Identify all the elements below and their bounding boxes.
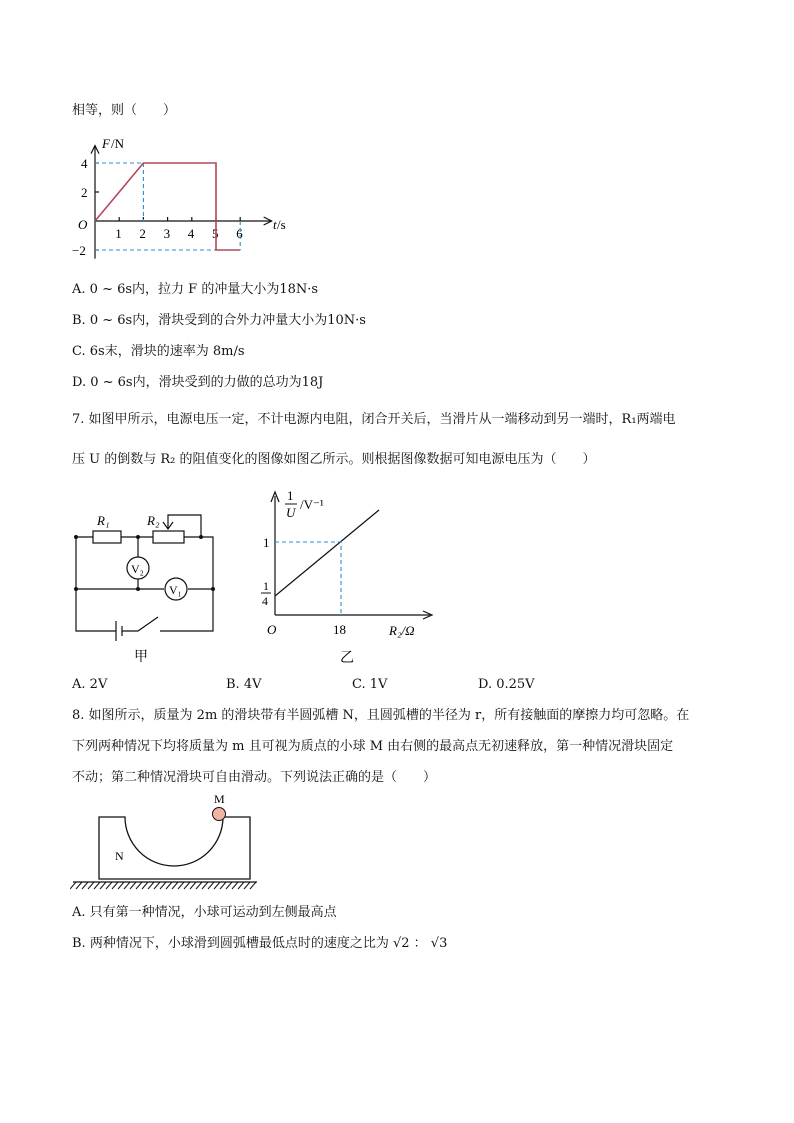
- option-text: 0.25V: [496, 677, 535, 692]
- v1-label: V₁: [169, 583, 182, 597]
- hatch-line: [214, 882, 220, 889]
- x-tick-label: 6: [236, 226, 243, 241]
- origin-label: O: [267, 622, 277, 637]
- x-tick-label: 5: [212, 226, 219, 241]
- hatch-line: [238, 882, 244, 889]
- tick-quarter-numerator: 1: [263, 579, 269, 593]
- hatch-line: [70, 882, 76, 889]
- y-label-unit: /V⁻¹: [300, 497, 324, 512]
- option-letter: B.: [226, 677, 240, 692]
- r2-label: R₂: [147, 513, 160, 528]
- hatch-line: [88, 882, 94, 889]
- battery: [116, 621, 122, 641]
- hatch-line: [196, 882, 202, 889]
- q8-stem-line-3: 不动；第二种情况滑块可自由滑动。下列说法正确的是（ ）: [72, 770, 437, 785]
- x-axis-label-unit: /s: [277, 217, 286, 232]
- q8-stem-line-2: 下列两种情况下均将质量为 m 且可视为质点的小球 M 由右侧的最高点无初速释放，第一种情况滑块固定: [72, 739, 674, 754]
- node-dot: [211, 587, 215, 591]
- y-tick-label: −2: [72, 243, 86, 258]
- v2-label: V₂: [131, 562, 144, 576]
- q6-option-b[interactable]: [72, 312, 366, 330]
- question-6-stem-tail: 相等，则（ ）: [72, 103, 177, 118]
- q8-option-a[interactable]: [72, 904, 337, 922]
- hatch-line: [82, 882, 88, 889]
- x-axis-label: R₂/Ω: [389, 623, 415, 638]
- q6-option-d[interactable]: [72, 374, 323, 392]
- circuit-wire-top: [76, 537, 213, 631]
- q7-stem-line-1: 7. 如图甲所示，电源电压一定，不计电源内电阻，闭合开关后，当滑片从一端移动到另一端时，R₁两端电: [72, 412, 676, 427]
- q7-stem-line-2: 压 U 的倒数与 R₂ 的阻值变化的图像如图乙所示。则根据图像数据可知电源电压为（ ）: [72, 452, 596, 467]
- q7-option-a[interactable]: [72, 676, 107, 694]
- tick-1: 1: [263, 535, 270, 550]
- option-text: 0 ~ 6s内，滑块受到的合外力冲量大小为10N·s: [89, 313, 366, 328]
- hatch-line: [130, 882, 136, 889]
- semicircle-groove-figure: [70, 790, 260, 890]
- y-axis-label-unit: /N: [111, 136, 124, 151]
- block-label: N: [115, 849, 124, 863]
- option-letter: A.: [72, 282, 86, 297]
- y-axis-label-var: F: [102, 136, 110, 151]
- hatch-line: [148, 882, 154, 889]
- node-dot: [74, 587, 78, 591]
- hatch-line: [136, 882, 142, 889]
- hatch-line: [178, 882, 184, 889]
- hatch-line: [202, 882, 208, 889]
- hatch-line: [250, 882, 256, 889]
- slider-block-n: [99, 817, 250, 879]
- option-letter: A.: [72, 677, 86, 692]
- y-tick-label: 2: [81, 185, 88, 200]
- node-dot: [199, 535, 203, 539]
- node-dot: [74, 535, 78, 539]
- force-time-graph: [70, 128, 310, 268]
- node-dot: [136, 535, 140, 539]
- option-text: 两种情况下，小球滑到圆弧槽最低点时的速度之比为 √2 ： √3: [89, 936, 448, 951]
- q6-option-a[interactable]: [72, 281, 318, 299]
- node-dot: [136, 587, 140, 591]
- tick-quarter-denominator: 4: [262, 594, 268, 608]
- graph-line: [275, 510, 379, 596]
- option-letter: C.: [72, 344, 86, 359]
- option-text: 4V: [243, 677, 262, 692]
- option-letter: C.: [352, 677, 366, 692]
- x-tick-label: 2: [139, 226, 146, 241]
- ball-label: M: [214, 792, 225, 806]
- resistor-r2: [153, 531, 184, 543]
- y-label-numerator: 1: [287, 488, 294, 503]
- origin-label: O: [78, 217, 88, 232]
- x-tick-label: 3: [163, 226, 171, 241]
- q6-option-c[interactable]: [72, 343, 245, 361]
- q8-option-b[interactable]: [72, 935, 447, 953]
- hatch-line: [142, 882, 148, 889]
- hatch-line: [112, 882, 118, 889]
- hatch-line: [190, 882, 196, 889]
- option-text: 6s末，滑块的速率为 8m/s: [89, 344, 245, 359]
- r1-label: R₁: [97, 513, 110, 528]
- hatch-line: [124, 882, 130, 889]
- y-tick-label: 4: [81, 156, 88, 171]
- hatch-line: [220, 882, 226, 889]
- option-letter: D.: [478, 677, 493, 692]
- q7-option-d[interactable]: [478, 676, 535, 694]
- figure-caption-yi: 乙: [340, 651, 354, 666]
- hatch-line: [106, 882, 112, 889]
- dashed-guide: [275, 542, 341, 615]
- hatch-line: [184, 882, 190, 889]
- ball-m: [213, 808, 226, 821]
- option-text: 1V: [369, 677, 388, 692]
- option-text: 0 ~ 6s内，拉力 F 的冲量大小为18N·s: [89, 282, 319, 297]
- hatch-line: [94, 882, 100, 889]
- hatch-line: [232, 882, 238, 889]
- option-text: 2V: [89, 677, 108, 692]
- figure-caption-jia: 甲: [134, 650, 148, 665]
- hatch-line: [76, 882, 82, 889]
- hatch-line: [226, 882, 232, 889]
- inverse-voltage-graph: [255, 482, 435, 667]
- hatch-line: [166, 882, 172, 889]
- hatch-line: [154, 882, 160, 889]
- option-letter: B.: [72, 936, 86, 951]
- switch: [122, 617, 158, 631]
- hatch-line: [172, 882, 178, 889]
- option-letter: B.: [72, 313, 86, 328]
- q7-option-b[interactable]: [226, 676, 262, 694]
- circuit-wire-left: [76, 537, 116, 631]
- q7-option-c[interactable]: [352, 676, 387, 694]
- ground-hatching: [70, 882, 256, 889]
- x-tick-label: 1: [115, 226, 122, 241]
- option-letter: A.: [72, 905, 86, 920]
- option-letter: D.: [72, 375, 87, 390]
- y-label-denominator: U: [286, 505, 296, 520]
- x-axis-label-var: t: [273, 217, 277, 232]
- option-text: 0 ~ 6s内，滑块受到的力做的总功为18J: [90, 375, 324, 390]
- option-text: 只有第一种情况，小球可运动到左侧最高点: [89, 905, 337, 920]
- resistor-r1: [93, 531, 121, 543]
- hatch-line: [160, 882, 166, 889]
- tick-18: 18: [333, 622, 346, 637]
- hatch-line: [208, 882, 214, 889]
- hatch-line: [244, 882, 250, 889]
- hatch-line: [118, 882, 124, 889]
- hatch-line: [100, 882, 106, 889]
- circuit-diagram: [68, 505, 228, 665]
- x-tick-label: 4: [187, 226, 195, 241]
- q8-stem-line-1: 8. 如图所示，质量为 2m 的滑块带有半圆弧槽 N，且圆弧槽的半径为 r，所有接触面的摩擦力均可忽略。在: [72, 708, 690, 723]
